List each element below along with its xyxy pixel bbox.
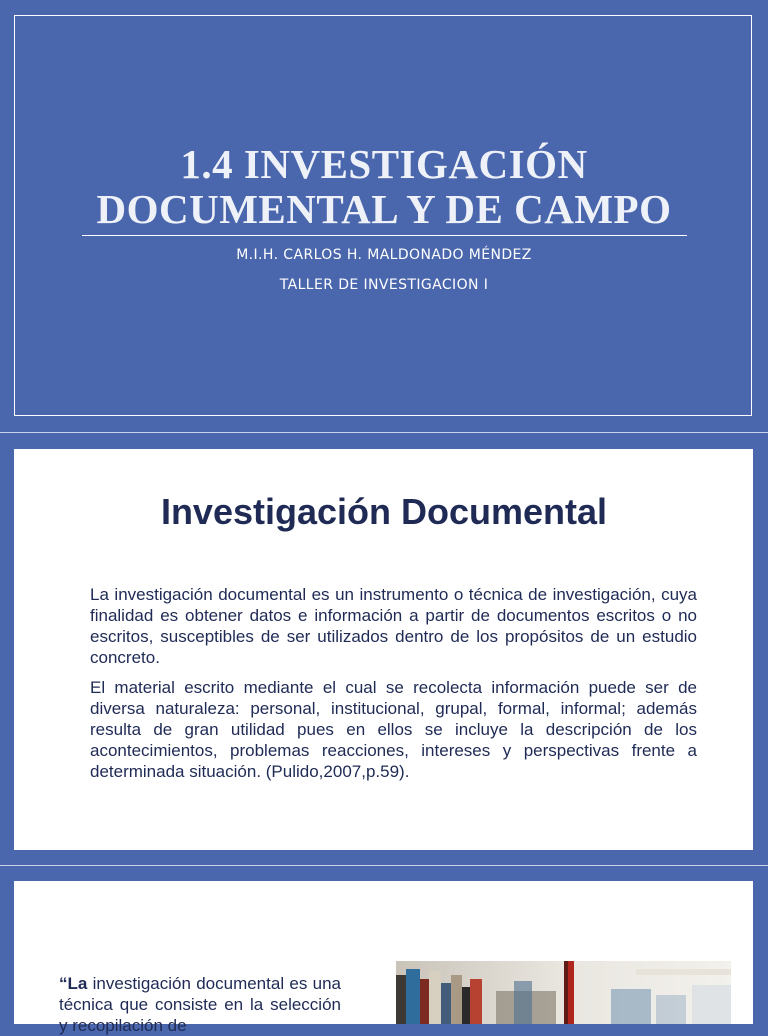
section-heading: Investigación Documental	[160, 491, 608, 532]
quote-paragraph	[59, 973, 341, 1036]
slide-title-line-1: 1.4 INVESTIGACIÓN	[180, 141, 588, 187]
body-paragraph-2: El material escrito mediante el cual se recolecta información puede ser de diversa naturaleza: personal, institucional, grupal, formal, informal; además resulta de gran utilidad pues en ellos se incluye la descripción de los acontecimientos, problemas reacciones, intereses y perspectivas frente a determinada situación. (Pulido,2007,p.59).	[90, 678, 697, 781]
title-slide	[0, 0, 768, 432]
books-photo-icon	[396, 961, 731, 1024]
slide-title	[0, 142, 768, 232]
title-underline	[82, 235, 687, 236]
course-name: TALLER DE INVESTIGACION I	[279, 277, 489, 293]
section-body	[90, 584, 697, 791]
quote-lead: “La	[59, 974, 88, 993]
slide-divider	[0, 432, 768, 433]
slide-divider	[0, 865, 768, 866]
quote-body: investigación documental es una técnica que consiste en la selección y recopilación de	[59, 974, 341, 1035]
slide-title-line-2: DOCUMENTAL Y DE CAMPO	[96, 186, 672, 232]
author-name: M.I.H. CARLOS H. MALDONADO MÉNDEZ	[236, 247, 532, 263]
body-paragraph-1: La investigación documental es un instrumento o técnica de investigación, cuya finalidad es obtener datos e información a partir de documentos escritos o no escritos, susceptibles de ser utilizados dentro de los propósitos de un estudio concreto.	[90, 585, 697, 667]
